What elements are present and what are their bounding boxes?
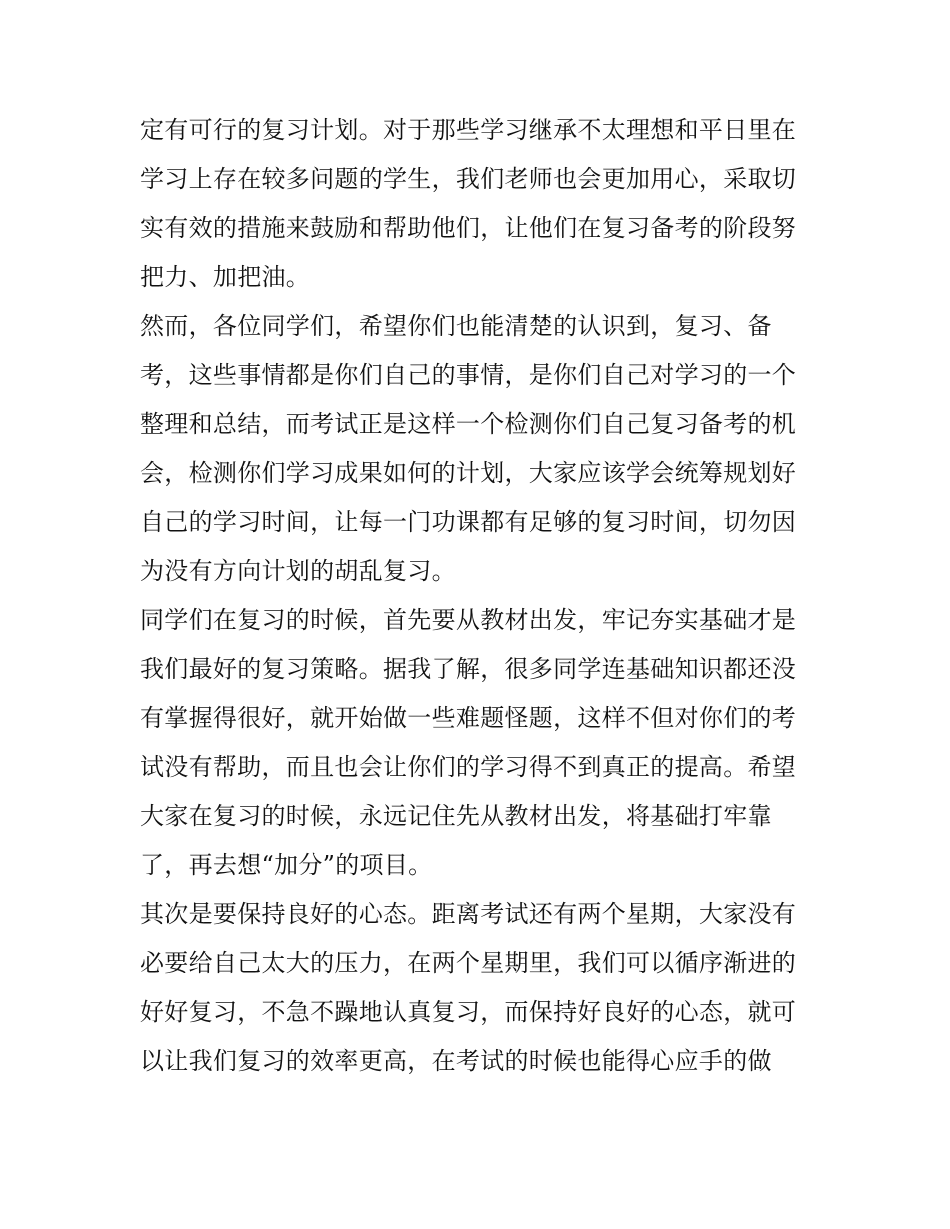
text-line: 必要给自己太大的压力，在两个星期里，我们可以循序渐进的 bbox=[140, 949, 797, 977]
text-line: 把力、加把油。 bbox=[140, 263, 311, 291]
text-line: 有掌握得很好，就开始做一些难题怪题，这样不但对你们的考 bbox=[140, 704, 797, 732]
text-line: 自己的学习时间，让每一门功课都有足够的复习时间，切勿因 bbox=[140, 508, 797, 536]
text-line: 整理和总结，而考试正是这样一个检测你们自己复习备考的机 bbox=[140, 410, 797, 438]
text-line: 然而，各位同学们，希望你们也能清楚的认识到，复习、备 bbox=[140, 312, 772, 340]
text-line: 试没有帮助，而且也会让你们的学习得不到真正的提高。希望 bbox=[140, 753, 797, 781]
body-text bbox=[140, 106, 820, 1086]
text-line: 好好复习，不急不躁地认真复习，而保持好良好的心态，就可 bbox=[140, 998, 797, 1026]
text-line: 为没有方向计划的胡乱复习。 bbox=[140, 557, 456, 585]
text-line: 我们最好的复习策略。据我了解，很多同学连基础知识都还没 bbox=[140, 655, 797, 683]
text-line: 其次是要保持良好的心态。距离考试还有两个星期，大家没有 bbox=[140, 900, 797, 928]
text-line: 实有效的措施来鼓励和帮助他们，让他们在复习备考的阶段努 bbox=[140, 214, 797, 242]
text-line: 了，再去想“加分”的项目。 bbox=[140, 851, 433, 879]
text-line: 大家在复习的时候，永远记住先从教材出发，将基础打牢靠 bbox=[140, 802, 772, 830]
text-line: 以让我们复习的效率更高，在考试的时候也能得心应手的做 bbox=[140, 1047, 772, 1075]
text-line: 考，这些事情都是你们自己的事情，是你们自己对学习的一个 bbox=[140, 361, 797, 389]
text-line: 会，检测你们学习成果如何的计划，大家应该学会统筹规划好 bbox=[140, 459, 797, 487]
text-line: 同学们在复习的时候，首先要从教材出发，牢记夯实基础才是 bbox=[140, 606, 797, 634]
text-line: 学习上存在较多问题的学生，我们老师也会更加用心，采取切 bbox=[140, 165, 797, 193]
text-line: 定有可行的复习计划。对于那些学习继承不太理想和平日里在 bbox=[140, 116, 797, 144]
